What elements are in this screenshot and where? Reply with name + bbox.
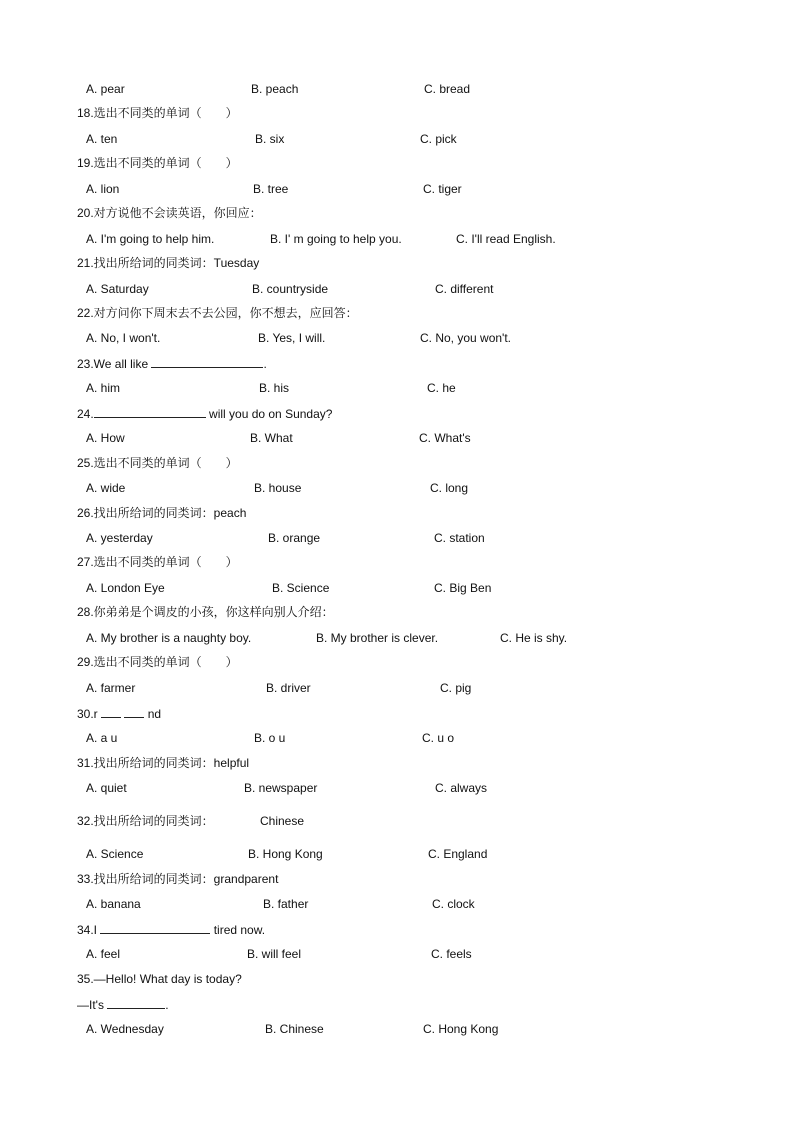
q22-option-c[interactable]: C. No, you won't. [420, 331, 511, 345]
q30-stem-end: nd [144, 707, 162, 721]
q28-option-b[interactable]: B. My brother is clever. [316, 631, 439, 645]
q26-option-c[interactable]: C. station [434, 531, 485, 545]
q32-option-c[interactable]: C. England [428, 847, 488, 861]
q33-stem: 33.找出所给词的同类词：grandparent [77, 872, 279, 886]
q35-option-c[interactable]: C. Hong Kong [423, 1022, 499, 1036]
q17-option-c[interactable]: C. bread [424, 82, 471, 96]
q19-option-c[interactable]: C. tiger [423, 182, 462, 196]
q17-option-b[interactable]: B. peach [251, 82, 299, 96]
q29-stem: 29.选出不同类的单词（ ） [77, 655, 238, 669]
q20-option-c[interactable]: C. I'll read English. [456, 232, 556, 246]
q22-option-a[interactable]: A. No, I won't. [86, 331, 161, 345]
q19-stem: 19.选出不同类的单词（ ） [77, 156, 238, 170]
q25-option-c[interactable]: C. long [430, 481, 469, 495]
q26-option-a[interactable]: A. yesterday [86, 531, 153, 545]
q18-option-c[interactable]: C. pick [420, 132, 457, 146]
q23-answer-blank[interactable] [151, 356, 263, 368]
q31-option-b[interactable]: B. newspaper [244, 781, 318, 795]
q28-stem: 28.你弟弟是个调皮的小孩，你这样向别人介绍： [77, 605, 334, 619]
q24-stem-text: will you do on Sunday? [205, 407, 333, 421]
q33-option-c[interactable]: C. clock [432, 897, 475, 911]
q27-option-b[interactable]: B. Science [272, 581, 330, 595]
q24-answer-blank[interactable] [94, 406, 206, 418]
q33-option-b[interactable]: B. father [263, 897, 309, 911]
q30-stem [77, 706, 161, 721]
q35-option-a[interactable]: A. Wednesday [86, 1022, 164, 1036]
q20-option-a[interactable]: A. I'm going to help him. [86, 232, 215, 246]
q35-reply-end: . [165, 998, 169, 1012]
q18-option-b[interactable]: B. six [255, 132, 285, 146]
q30-answer-blank-1[interactable] [101, 706, 121, 718]
q30-stem-start: 30.r [77, 707, 102, 721]
q23-stem-text: 23.We all like [77, 357, 152, 371]
q32-given-word: Chinese [260, 814, 305, 828]
q35-stem-reply [77, 997, 169, 1012]
q32-stem: 32.找出所给词的同类词： [77, 814, 214, 828]
q23-option-b[interactable]: B. his [259, 381, 290, 395]
q18-option-a[interactable]: A. ten [86, 132, 118, 146]
q34-stem-end: tired now. [210, 923, 266, 937]
q24-option-c[interactable]: C. What's [419, 431, 471, 445]
q21-option-a[interactable]: A. Saturday [86, 282, 149, 296]
q28-option-a[interactable]: A. My brother is a naughty boy. [86, 631, 252, 645]
q27-option-c[interactable]: C. Big Ben [434, 581, 492, 595]
q24-option-b[interactable]: B. What [250, 431, 293, 445]
q30-option-a[interactable]: A. a u [86, 731, 118, 745]
q23-option-a[interactable]: A. him [86, 381, 121, 395]
q35-option-b[interactable]: B. Chinese [265, 1022, 324, 1036]
q22-stem: 22.对方问你下周末去不去公园，你不想去，应回答： [77, 306, 358, 320]
q34-stem [77, 922, 265, 937]
q31-option-c[interactable]: C. always [435, 781, 488, 795]
q29-option-b[interactable]: B. driver [266, 681, 311, 695]
q31-stem: 31.找出所给词的同类词：helpful [77, 756, 250, 770]
q35-stem: 35.—Hello! What day is today? [77, 972, 242, 986]
q29-option-c[interactable]: C. pig [440, 681, 472, 695]
q22-option-b[interactable]: B. Yes, I will. [258, 331, 326, 345]
q34-stem-start: 34.I [77, 923, 101, 937]
q27-stem: 27.选出不同类的单词（ ） [77, 555, 238, 569]
q34-option-a[interactable]: A. feel [86, 947, 121, 961]
q34-option-b[interactable]: B. will feel [247, 947, 302, 961]
q24-option-a[interactable]: A. How [86, 431, 125, 445]
q20-option-b[interactable]: B. I' m going to help you. [270, 232, 402, 246]
q35-answer-blank[interactable] [107, 997, 165, 1009]
q20-stem: 20.对方说他不会读英语，你回应： [77, 206, 262, 220]
q34-option-c[interactable]: C. feels [431, 947, 472, 961]
q24-stem [77, 406, 332, 421]
q30-answer-blank-2[interactable] [124, 706, 144, 718]
q25-option-a[interactable]: A. wide [86, 481, 126, 495]
q28-option-c[interactable]: C. He is shy. [500, 631, 568, 645]
q30-option-b[interactable]: B. o u [254, 731, 286, 745]
q21-option-b[interactable]: B. countryside [252, 282, 329, 296]
q19-option-a[interactable]: A. lion [86, 182, 120, 196]
q32-option-a[interactable]: A. Science [86, 847, 144, 861]
q26-option-b[interactable]: B. orange [268, 531, 321, 545]
q21-option-c[interactable]: C. different [435, 282, 494, 296]
q17-option-a[interactable]: A. pear [86, 82, 125, 96]
q19-option-b[interactable]: B. tree [253, 182, 289, 196]
q33-option-a[interactable]: A. banana [86, 897, 141, 911]
q34-answer-blank[interactable] [100, 922, 210, 934]
q23-stem [77, 356, 267, 371]
q18-stem: 18.选出不同类的单词（ ） [77, 106, 238, 120]
q24-stem-number: 24. [77, 407, 94, 421]
q23-stem-end: . [263, 357, 267, 371]
q35-reply-text: —It's [77, 998, 108, 1012]
q23-option-c[interactable]: C. he [427, 381, 456, 395]
q25-stem: 25.选出不同类的单词（ ） [77, 456, 238, 470]
q31-option-a[interactable]: A. quiet [86, 781, 127, 795]
q27-option-a[interactable]: A. London Eye [86, 581, 165, 595]
q29-option-a[interactable]: A. farmer [86, 681, 136, 695]
q25-option-b[interactable]: B. house [254, 481, 302, 495]
q21-stem: 21.找出所给词的同类词：Tuesday [77, 256, 260, 270]
q30-option-c[interactable]: C. u o [422, 731, 455, 745]
q32-option-b[interactable]: B. Hong Kong [248, 847, 323, 861]
q26-stem: 26.找出所给词的同类词：peach [77, 506, 247, 520]
